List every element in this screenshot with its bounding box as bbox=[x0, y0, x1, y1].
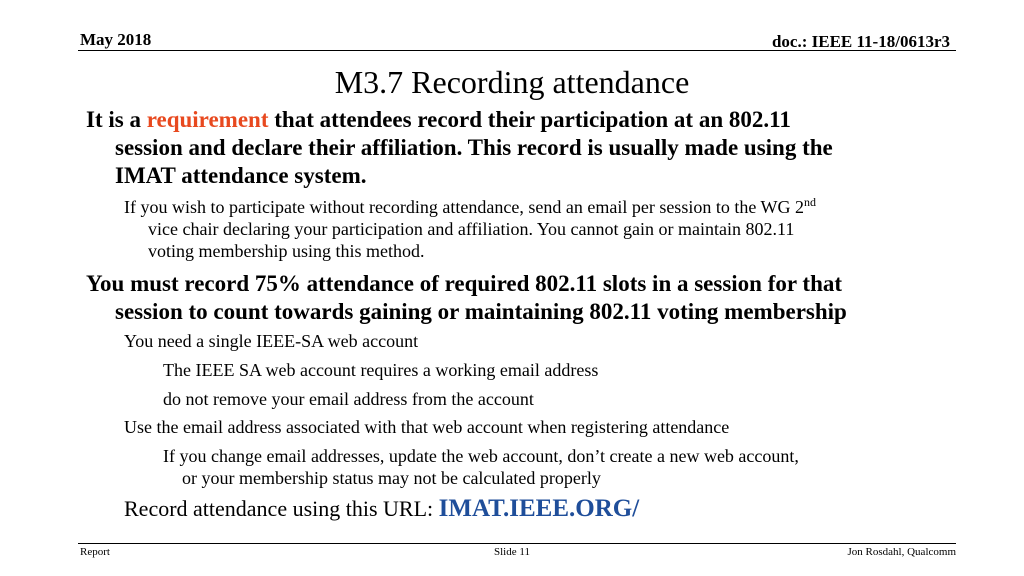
header-divider bbox=[78, 50, 956, 51]
requirement-highlight: requirement bbox=[146, 107, 269, 132]
bullet-1-line-3: IMAT attendance system. bbox=[115, 163, 367, 188]
sub-bullet-1-text: If you wish to participate without recording attendance, send an email per session to the WG 2 bbox=[124, 197, 804, 217]
bullet-1-line-2: session and declare their affiliation. This record is usually made using the bbox=[115, 135, 833, 160]
footer-left: Report bbox=[80, 546, 110, 558]
ordinal-superscript: nd bbox=[803, 195, 816, 209]
sub-bullet-1-line-2: vice chair declaring your participation and affiliation. You cannot gain or maintain 802.11 bbox=[148, 219, 795, 239]
slide-title: M3.7 Recording attendance bbox=[334, 64, 690, 100]
change-email-line-2: or your membership status may not be calculated properly bbox=[182, 468, 601, 488]
bullet-1-prefix: It is a bbox=[86, 107, 141, 132]
record-attendance-label: Record attendance using this URL: bbox=[124, 496, 434, 521]
footer-author: Jon Rosdahl, Qualcomm bbox=[847, 546, 956, 558]
record-attendance-line bbox=[124, 495, 639, 523]
requires-email-item: The IEEE SA web account requires a working email address bbox=[163, 360, 599, 380]
use-email-item: Use the email address associated with that web account when registering attendance bbox=[124, 417, 730, 437]
footer-slide-number: Slide 11 bbox=[494, 546, 530, 558]
header-date: May 2018 bbox=[80, 30, 152, 49]
footer-divider bbox=[78, 543, 956, 544]
bullet-2-line-1: You must record 75% attendance of required 802.11 slots in a session for that bbox=[86, 271, 843, 296]
sub-bullet-1-line-1 bbox=[124, 196, 816, 218]
bullet-1-line-1-rest: that attendees record their participation at an 802.11 bbox=[274, 107, 791, 132]
imat-url-link[interactable]: IMAT.IEEE.ORG/ bbox=[438, 495, 640, 522]
sub-bullet-1-line-3: voting membership using this method. bbox=[148, 241, 425, 261]
bullet-2-line-2: session to count towards gaining or maintaining 802.11 voting membership bbox=[115, 299, 847, 324]
change-email-line-1: If you change email addresses, update the web account, don’t create a new web account, bbox=[163, 446, 799, 466]
bullet-1-line-1 bbox=[86, 106, 791, 134]
do-not-remove-item: do not remove your email address from the account bbox=[163, 389, 534, 409]
web-account-item: You need a single IEEE-SA web account bbox=[124, 331, 419, 351]
header-doc-id: doc.: IEEE 11-18/0613r3 bbox=[771, 32, 950, 51]
